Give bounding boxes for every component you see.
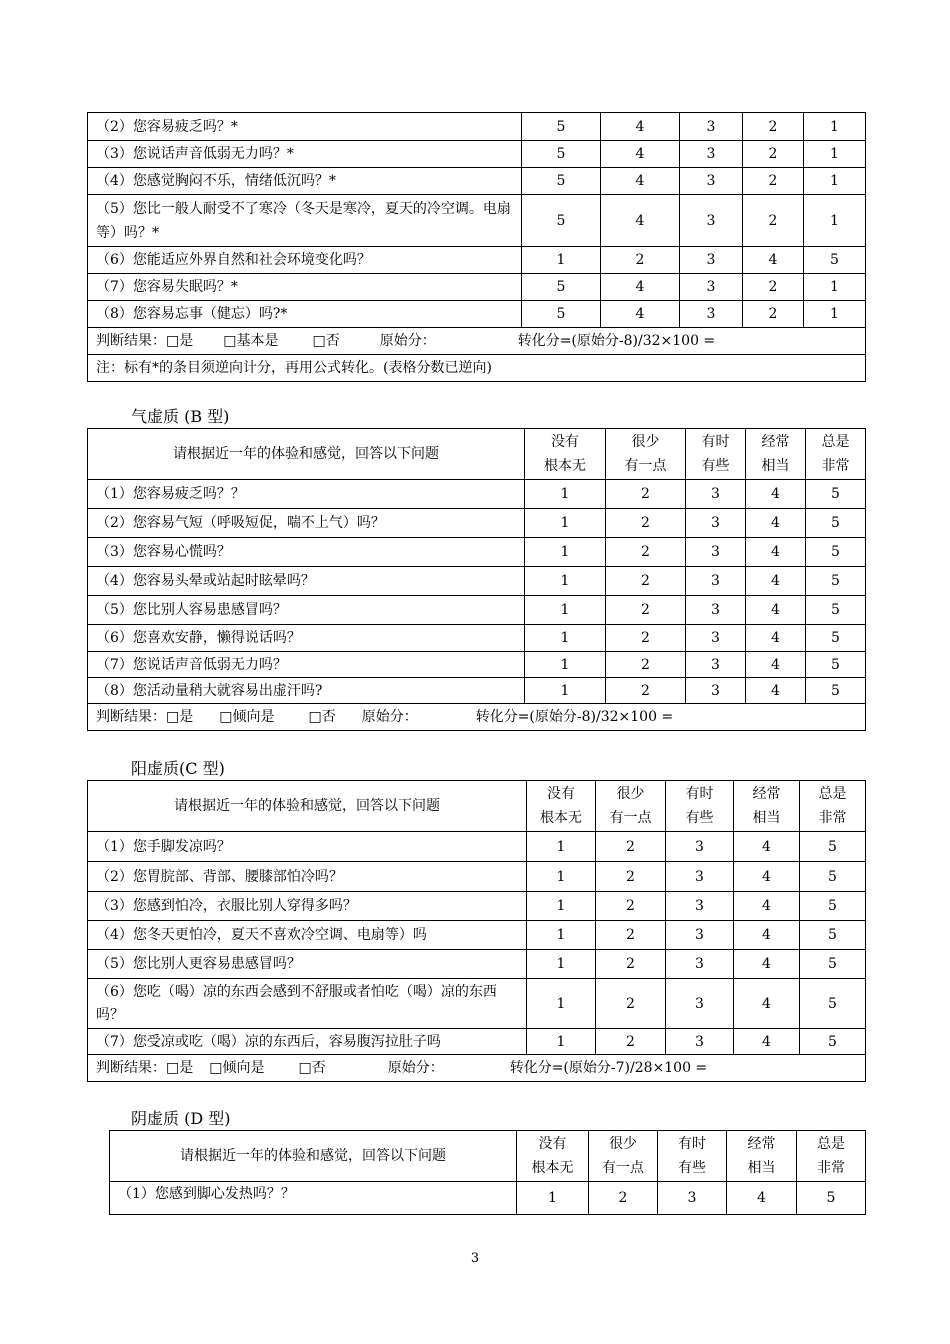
table-row <box>88 247 866 274</box>
table-row <box>88 832 866 862</box>
score-cell: 1 <box>527 862 596 892</box>
header-row <box>88 429 866 480</box>
score-cell: 5 <box>800 950 866 979</box>
note-row <box>88 355 866 382</box>
table-row <box>88 921 866 950</box>
score-cell: 4 <box>601 195 680 247</box>
score-cell: 2 <box>743 113 804 141</box>
score-cell: 5 <box>806 652 866 678</box>
judgement-row <box>88 704 866 731</box>
table-row <box>88 596 866 625</box>
question-text: （4）您容易头晕或站起时眩晕吗？ <box>88 567 525 596</box>
score-cell: 2 <box>743 195 804 247</box>
table-row <box>88 1029 866 1055</box>
score-cell: 3 <box>686 596 746 625</box>
table-row <box>88 678 866 704</box>
score-cell: 2 <box>606 596 686 625</box>
score-cell: 4 <box>746 652 806 678</box>
score-cell: 1 <box>525 678 606 704</box>
column-header: 没有 根本无 <box>527 781 596 832</box>
score-cell: 3 <box>658 1182 727 1215</box>
score-cell: 2 <box>596 892 666 921</box>
question-text: （2）您胃脘部、背部、腰膝部怕冷吗？ <box>88 862 527 892</box>
prompt-header: 请根据近一年的体验和感觉，回答以下问题 <box>88 429 525 480</box>
column-header: 经常 相当 <box>746 429 806 480</box>
question-text: （7）您容易失眠吗？* <box>88 274 522 301</box>
column-header: 经常 相当 <box>727 1131 797 1182</box>
table-row <box>88 567 866 596</box>
score-cell: 3 <box>680 113 743 141</box>
score-cell: 4 <box>734 862 800 892</box>
question-text: （1）您手脚发凉吗？ <box>88 832 527 862</box>
score-cell: 2 <box>606 652 686 678</box>
column-header: 没有 根本无 <box>517 1131 589 1182</box>
table-section-b <box>87 428 866 731</box>
score-cell: 2 <box>743 301 804 328</box>
question-text: （8）您活动量稍大就容易出虚汗吗? <box>88 678 525 704</box>
score-cell: 5 <box>522 274 601 301</box>
raw-score-label: 原始分： <box>379 333 436 349</box>
formula-text: 转化分=(原始分-8)/32×100 = <box>517 333 716 349</box>
score-cell: 5 <box>800 921 866 950</box>
score-cell: 5 <box>797 1182 866 1215</box>
column-header: 很少 有一点 <box>606 429 686 480</box>
score-cell: 5 <box>806 567 866 596</box>
score-cell: 4 <box>746 538 806 567</box>
note-text: 注：标有*的条目须逆向计分，再用公式转化。(表格分数已逆向) <box>88 355 866 382</box>
question-text: （6）您吃（喝）凉的东西会感到不舒服或者怕吃（喝）凉的东西吗？ <box>88 979 527 1029</box>
score-cell: 2 <box>606 480 686 509</box>
table-row <box>88 168 866 195</box>
checkbox-no[interactable]: □否 <box>312 333 340 349</box>
score-cell: 4 <box>727 1182 797 1215</box>
column-header: 有时 有些 <box>686 429 746 480</box>
score-cell: 4 <box>746 678 806 704</box>
question-text: （1）您容易疲乏吗？？ <box>88 480 525 509</box>
score-cell: 3 <box>666 892 734 921</box>
score-cell: 5 <box>522 195 601 247</box>
score-cell: 2 <box>596 979 666 1029</box>
page-number: 3 <box>470 1251 480 1266</box>
score-cell: 3 <box>666 921 734 950</box>
score-cell: 1 <box>804 301 866 328</box>
score-cell: 5 <box>522 168 601 195</box>
score-cell: 3 <box>680 195 743 247</box>
score-cell: 4 <box>601 168 680 195</box>
score-cell: 3 <box>680 141 743 168</box>
section-title: 阳虚质(C 型) <box>131 759 225 778</box>
score-cell: 3 <box>666 832 734 862</box>
score-cell: 4 <box>734 1029 800 1055</box>
score-cell: 3 <box>680 274 743 301</box>
score-cell: 4 <box>601 274 680 301</box>
score-cell: 5 <box>806 509 866 538</box>
column-header: 很少 有一点 <box>596 781 666 832</box>
column-header: 总是 非常 <box>797 1131 866 1182</box>
raw-score-label: 原始分： <box>387 1060 444 1076</box>
score-cell: 2 <box>606 678 686 704</box>
score-cell: 2 <box>743 141 804 168</box>
question-text: （3）您容易心慌吗？ <box>88 538 525 567</box>
table-row <box>88 892 866 921</box>
score-cell: 4 <box>734 950 800 979</box>
score-cell: 5 <box>806 538 866 567</box>
score-cell: 1 <box>525 567 606 596</box>
table-row <box>88 301 866 328</box>
score-cell: 3 <box>666 1029 734 1055</box>
score-cell: 3 <box>680 168 743 195</box>
checkbox-yes[interactable]: □是 <box>166 1060 194 1076</box>
score-cell: 3 <box>686 509 746 538</box>
score-cell: 1 <box>527 979 596 1029</box>
question-text: （5）您比别人容易患感冒吗？ <box>88 596 525 625</box>
score-cell: 2 <box>743 274 804 301</box>
checkbox-no[interactable]: □否 <box>308 709 336 725</box>
table-row <box>88 113 866 141</box>
score-cell: 3 <box>680 301 743 328</box>
score-cell: 5 <box>800 1029 866 1055</box>
prompt-header: 请根据近一年的体验和感觉，回答以下问题 <box>88 781 527 832</box>
score-cell: 5 <box>522 113 601 141</box>
checkbox-yes[interactable]: □是 <box>166 709 194 725</box>
score-cell: 4 <box>746 596 806 625</box>
score-cell: 5 <box>806 596 866 625</box>
score-cell: 5 <box>522 301 601 328</box>
score-cell: 2 <box>606 509 686 538</box>
score-cell: 2 <box>596 921 666 950</box>
table-row <box>88 480 866 509</box>
score-cell: 3 <box>686 652 746 678</box>
score-cell: 5 <box>800 862 866 892</box>
checkbox-yes[interactable]: □是 <box>166 333 194 349</box>
table-row <box>88 862 866 892</box>
score-cell: 3 <box>686 678 746 704</box>
score-cell: 3 <box>680 247 743 274</box>
section-title: 阴虚质 (D 型) <box>131 1109 231 1128</box>
question-text: （3）您说话声音低弱无力吗？* <box>88 141 522 168</box>
score-cell: 3 <box>666 950 734 979</box>
score-cell: 4 <box>601 301 680 328</box>
checkbox-no[interactable]: □否 <box>298 1060 326 1076</box>
table-row <box>88 538 866 567</box>
score-cell: 2 <box>606 567 686 596</box>
score-cell: 1 <box>804 274 866 301</box>
column-header: 很少 有一点 <box>589 1131 658 1182</box>
score-cell: 4 <box>746 509 806 538</box>
score-cell: 4 <box>743 247 804 274</box>
formula-text: 转化分=(原始分-8)/32×100 = <box>475 709 674 725</box>
score-cell: 1 <box>525 538 606 567</box>
score-cell: 1 <box>525 652 606 678</box>
score-cell: 2 <box>606 625 686 652</box>
column-header: 有时 有些 <box>666 781 734 832</box>
score-cell: 1 <box>527 892 596 921</box>
score-cell: 4 <box>734 979 800 1029</box>
score-cell: 1 <box>517 1182 589 1215</box>
column-header: 总是 非常 <box>800 781 866 832</box>
score-cell: 2 <box>743 168 804 195</box>
score-cell: 4 <box>601 141 680 168</box>
question-text: （5）您比别人更容易患感冒吗？ <box>88 950 527 979</box>
score-cell: 3 <box>686 567 746 596</box>
question-text: （3）您感到怕冷，衣服比别人穿得多吗？ <box>88 892 527 921</box>
question-text: （7）您说话声音低弱无力吗？ <box>88 652 525 678</box>
table-section-a <box>87 112 866 382</box>
score-cell: 5 <box>800 832 866 862</box>
table-row <box>88 652 866 678</box>
score-cell: 5 <box>806 625 866 652</box>
score-cell: 1 <box>525 625 606 652</box>
checkbox-basically-yes[interactable]: □基本是 <box>223 333 279 349</box>
score-cell: 3 <box>666 862 734 892</box>
score-cell: 1 <box>527 921 596 950</box>
question-text: （1）您感到脚心发热吗？？ <box>110 1182 517 1215</box>
checkbox-tendency-yes[interactable]: □倾向是 <box>209 1060 265 1076</box>
score-cell: 2 <box>589 1182 658 1215</box>
score-cell: 1 <box>804 113 866 141</box>
score-cell: 1 <box>804 195 866 247</box>
header-row <box>110 1131 866 1182</box>
question-text: （4）您感觉胸闷不乐，情绪低沉吗？* <box>88 168 522 195</box>
score-cell: 3 <box>686 538 746 567</box>
score-cell: 1 <box>525 480 606 509</box>
table-row <box>88 141 866 168</box>
score-cell: 5 <box>800 892 866 921</box>
prompt-header: 请根据近一年的体验和感觉，回答以下问题 <box>110 1131 517 1182</box>
score-cell: 1 <box>527 1029 596 1055</box>
column-header: 有时 有些 <box>658 1131 727 1182</box>
score-cell: 5 <box>806 678 866 704</box>
score-cell: 4 <box>746 567 806 596</box>
question-text: （5）您比一般人耐受不了寒冷（冬天是寒冷，夏天的冷空调。电扇等）吗？* <box>88 195 522 247</box>
question-text: （6）您能适应外界自然和社会环境变化吗？ <box>88 247 522 274</box>
judgement-label: 判断结果： <box>96 333 166 349</box>
score-cell: 3 <box>686 625 746 652</box>
table-row <box>88 979 866 1029</box>
score-cell: 3 <box>666 979 734 1029</box>
checkbox-tendency-yes[interactable]: □倾向是 <box>219 709 275 725</box>
question-text: （4）您冬天更怕冷，夏天不喜欢冷空调、电扇等）吗 <box>88 921 527 950</box>
raw-score-label: 原始分： <box>361 709 418 725</box>
score-cell: 2 <box>596 832 666 862</box>
score-cell: 5 <box>800 979 866 1029</box>
score-cell: 5 <box>522 141 601 168</box>
column-header: 经常 相当 <box>734 781 800 832</box>
score-cell: 4 <box>746 480 806 509</box>
question-text: （8）您容易忘事（健忘）吗?* <box>88 301 522 328</box>
judgement-label: 判断结果： <box>96 709 166 725</box>
header-row <box>88 781 866 832</box>
question-text: （2）您容易疲乏吗？* <box>88 113 522 141</box>
table-section-d <box>109 1130 866 1215</box>
score-cell: 1 <box>527 950 596 979</box>
score-cell: 4 <box>746 625 806 652</box>
table-section-c <box>87 780 866 1082</box>
score-cell: 4 <box>734 832 800 862</box>
score-cell: 5 <box>804 247 866 274</box>
score-cell: 5 <box>806 480 866 509</box>
score-cell: 1 <box>804 168 866 195</box>
score-cell: 4 <box>601 113 680 141</box>
question-text: （2）您容易气短（呼吸短促，喘不上气）吗？ <box>88 509 525 538</box>
column-header: 没有 根本无 <box>525 429 606 480</box>
score-cell: 2 <box>596 1029 666 1055</box>
score-cell: 1 <box>525 596 606 625</box>
score-cell: 4 <box>734 892 800 921</box>
score-cell: 2 <box>596 950 666 979</box>
score-cell: 1 <box>527 832 596 862</box>
score-cell: 2 <box>596 862 666 892</box>
section-title: 气虚质 (B 型) <box>131 407 230 426</box>
score-cell: 1 <box>522 247 601 274</box>
score-cell: 2 <box>606 538 686 567</box>
column-header: 总是 非常 <box>806 429 866 480</box>
table-row <box>88 195 866 247</box>
question-text: （6）您喜欢安静，懒得说话吗？ <box>88 625 525 652</box>
judgement-row <box>88 328 866 355</box>
score-cell: 3 <box>686 480 746 509</box>
formula-text: 转化分=(原始分-7)/28×100 = <box>509 1060 708 1076</box>
score-cell: 1 <box>525 509 606 538</box>
score-cell: 4 <box>734 921 800 950</box>
table-row <box>110 1182 866 1215</box>
table-row <box>88 625 866 652</box>
question-text: （7）您受凉或吃（喝）凉的东西后，容易腹泻拉肚子吗 <box>88 1029 527 1055</box>
judgement-row <box>88 1055 866 1082</box>
table-row <box>88 509 866 538</box>
table-row <box>88 274 866 301</box>
score-cell: 2 <box>601 247 680 274</box>
score-cell: 1 <box>804 141 866 168</box>
judgement-label: 判断结果： <box>96 1060 166 1076</box>
table-row <box>88 950 866 979</box>
